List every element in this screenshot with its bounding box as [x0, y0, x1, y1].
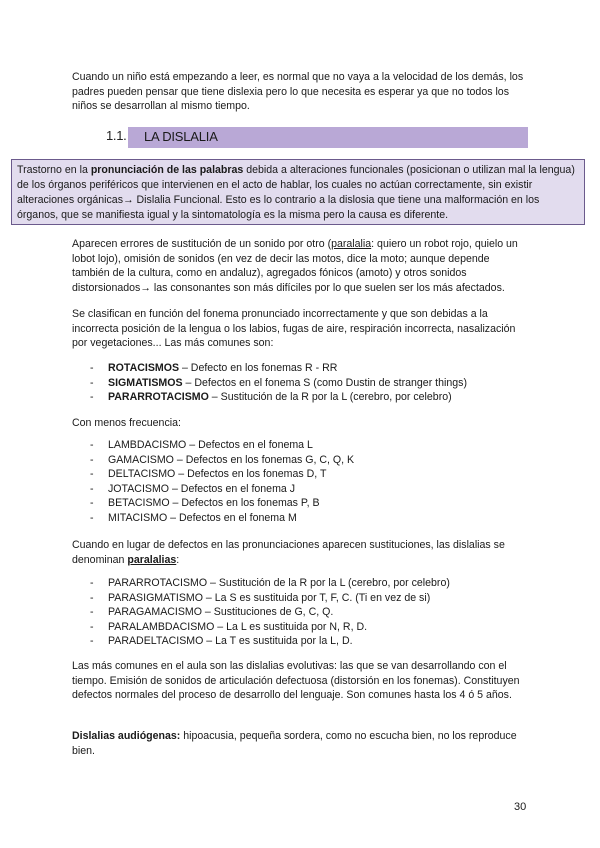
heading-title: LA DISLALIA — [144, 129, 218, 144]
classification-paragraph: Se clasifican en función del fonema pronunciado incorrectamente y que son debidas a la incorrecta posición de la lengua o los labios, fugas de aire, respiración incorrecta, nasalización por vegetaciones... Las más comunes son: — [72, 308, 516, 350]
audiogenic-term: Dislalias audiógenas: — [72, 730, 181, 742]
list-item — [72, 376, 530, 391]
definition-box — [11, 159, 585, 225]
list-item: - PARALAMBDACISMO – La L es sustituida por N, R, D. — [72, 620, 530, 635]
definition-prefix: Trastorno en la — [17, 164, 91, 176]
list-item: - PARADELTACISMO – La T es sustituida por la L, D. — [72, 634, 530, 649]
audiogenic-desc: hipoacusia, pequeña sordera, como no escucha bien, no los reproduce bien. — [72, 730, 517, 757]
list-item: - DELTACISMO – Defectos en los fonemas D, T — [72, 467, 530, 482]
page-number: 30 — [514, 801, 527, 813]
list-item — [72, 390, 530, 405]
para1-after: : quiero un robot rojo, quielo un lobot lojo), omisión de sonidos (en vez de decir las motos, dice la moto; aunque depende también de la cultura, como en andaluz), agregados fónicos (amoto) y otros sonidos distorsionados→ las consonantes son más difíciles por lo que suelen ser los más afectados. — [72, 238, 518, 294]
para3-after: : — [176, 553, 180, 566]
audiogenic-paragraph — [72, 729, 530, 758]
definition-bold: pronunciación de las palabras — [90, 164, 244, 176]
definition-rest: debida a alteraciones funcionales (posicionan o utilizan mal la lengua) de los órganos periféricos que intervienen en el acto de hablar, los cuales no actúan correctamente, sin existir alteraciones orgánicas→ Dislalia Funcional. Esto es lo contrario a la dislosia que tiene una malformación en los órganos, que se manifiesta igual y la sintomatología es la misma pero la causa es diferente. — [17, 164, 575, 221]
list-item — [72, 361, 530, 376]
term-name: ROTACISMOS — [108, 362, 180, 374]
list-item: - BETACISMO – Defectos en los fonemas P, B — [72, 496, 530, 511]
paralalias-term: paralalias — [127, 553, 177, 566]
term-desc: – Sustitución de la R por la L (cerebro, por celebro) — [208, 391, 452, 404]
heading-bar — [128, 127, 528, 148]
heading-number: 1.1. — [106, 128, 127, 143]
list-item: - LAMBDACISMO – Defectos en el fonema L — [72, 438, 530, 453]
paralalia-paragraph — [72, 237, 530, 295]
para1-before: Aparecen errores de sustitución de un sonido por otro ( — [72, 238, 332, 250]
less-common-list — [72, 438, 530, 526]
paralalias-list — [72, 576, 530, 649]
paralalias-paragraph — [72, 538, 530, 567]
list-item: - MITACISMO – Defectos en el fonema M — [72, 511, 530, 526]
list-item: - PARASIGMATISMO – La S es sustituida por T, F, C. (Ti en vez de si) — [72, 591, 530, 606]
para3-before: Cuando en lugar de defectos en las pronunciaciones aparecen sustituciones, las dislalias se denominan — [72, 539, 505, 566]
intro-paragraph: Cuando un niño está empezando a leer, es normal que no vaya a la velocidad de los demás, los padres pueden pensar que tiene dislexia pero lo que necesita es esperar ya que no todos los niños se desarrollan al mismo tiempo. — [72, 71, 524, 113]
term-desc: – Defectos en el fonema S (como Dustin de stranger things) — [182, 376, 467, 389]
list-item: - PARAGAMACISMO – Sustituciones de G, C, Q. — [72, 605, 530, 620]
list-item: - JOTACISMO – Defectos en el fonema J — [72, 482, 530, 497]
term-name: SIGMATISMOS — [108, 376, 183, 389]
term-desc: – Defecto en los fonemas R - RR — [179, 362, 338, 374]
term-name: PARARROTACISMO — [108, 391, 209, 404]
evolutive-paragraph: Las más comunes en el aula son las dislalias evolutivas: las que se van desarrollando con el tiempo. Emisión de sonidos de articulación defectuosa (distorsión en los fonemas). Constituyen defectos normales del proceso de desarrollo del lenguaje. Son comunes hasta los 4 ó 5 años. — [72, 660, 520, 702]
section-heading — [106, 127, 528, 148]
list-item: - GAMACISMO – Defectos en los fonemas G, C, Q, K — [72, 453, 530, 468]
less-frequency-label: Con menos frecuencia: — [72, 417, 181, 429]
common-list — [72, 361, 530, 405]
list-item: - PARARROTACISMO – Sustitución de la R por la L (cerebro, por celebro) — [72, 576, 530, 591]
paralalia-term: paralalia — [331, 238, 372, 250]
